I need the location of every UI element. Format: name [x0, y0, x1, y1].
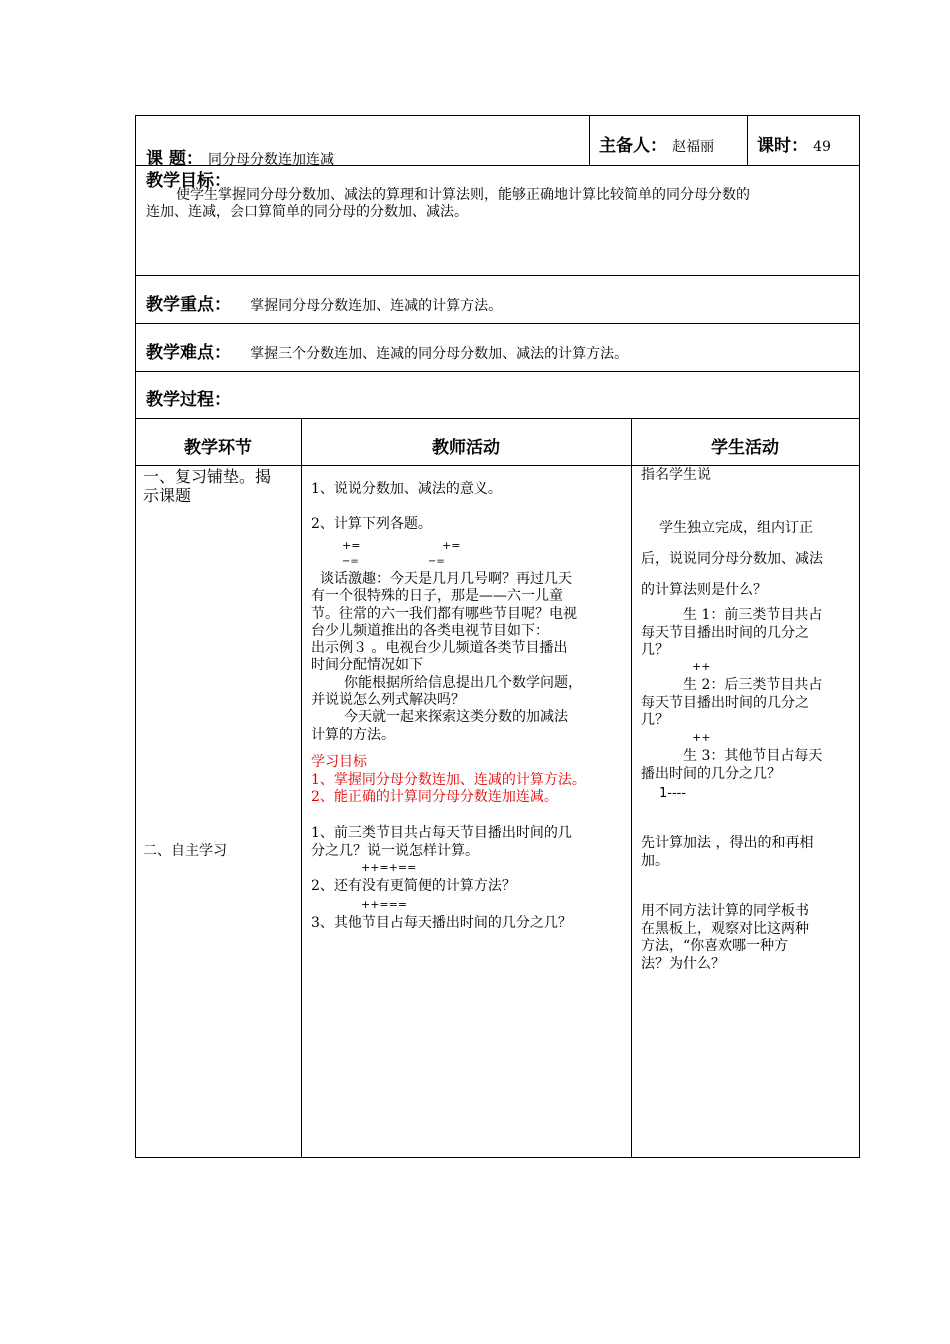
- student-b3-line1: 生 3：其他节目占每天: [683, 748, 823, 764]
- stage-2: 二、自主学习: [143, 843, 227, 859]
- student-d-line4: 法？为什么？: [641, 955, 725, 972]
- teacher-intro-line: 计算的方法。: [311, 726, 395, 743]
- student-b3: [641, 748, 822, 783]
- teacher-step1-math: ++=+==: [361, 861, 417, 874]
- teacher-intro-line: 时间分配情况如下: [311, 657, 423, 674]
- teacher-math-c: −=: [342, 556, 359, 567]
- teacher-math-b: +=: [442, 539, 461, 552]
- teacher-math-d: −=: [428, 556, 445, 567]
- student-b1-line1: 生 1：前三类节目共占: [683, 607, 823, 623]
- column-header-student: 学生活动: [711, 438, 779, 458]
- difficulties-label: 教学难点：: [146, 343, 231, 363]
- student-b1-math: ++: [692, 660, 711, 673]
- student-d-line1: 用不同方法计算的同学板书: [641, 903, 809, 919]
- objectives-label: 教学目标：: [146, 171, 231, 191]
- student-a1: 指名学生说: [641, 467, 711, 483]
- learning-goal-2: 2、能正确的计算同分母分数连加连减。: [311, 789, 558, 805]
- preparer-value: 赵福丽: [672, 139, 715, 155]
- student-b2: [641, 677, 822, 730]
- teacher-step1: [311, 825, 572, 860]
- column-header-stage: 教学环节: [184, 438, 252, 458]
- student-c-line2: 加。: [641, 852, 669, 869]
- teacher-math-a: +=: [342, 539, 361, 552]
- objectives-text-line2: 连加、连减，会口算简单的同分母的分数加、减法。: [146, 204, 468, 220]
- stage-1-line2: 示课题: [143, 486, 192, 505]
- student-d: [641, 903, 809, 973]
- teacher-intro-line: 谈话激趣：今天是几月几号啊？再过几天: [320, 571, 572, 587]
- student-c: [641, 835, 813, 870]
- teacher-step1-line1: 1、前三类节目共占每天节目播出时间的几: [311, 825, 572, 841]
- preparer-label: 主备人：: [599, 136, 667, 156]
- student-b2-line3: 几？: [641, 712, 669, 728]
- student-b3-math: 1----: [659, 786, 687, 801]
- teacher-intro-line: 台少儿频道推出的各类电视节目如下：: [311, 622, 549, 639]
- student-b3-line2: 播出时间的几分之几？: [641, 765, 781, 782]
- teacher-q2: 2、计算下列各题。: [311, 516, 432, 532]
- student-d-line2: 在黑板上，观察对比这两种: [641, 920, 809, 937]
- teacher-intro-line: 节。往常的六一我们都有哪些节目呢？电视: [311, 605, 577, 622]
- difficulties-text: 掌握三个分数连加、连减的同分母分数加、减法的计算方法。: [250, 346, 629, 362]
- teacher-step1-line2: 分之几？说一说怎样计算。: [311, 842, 479, 859]
- teacher-step2-math: ++===: [361, 898, 408, 911]
- topic-label: 课 题：: [146, 149, 203, 169]
- column-header-teacher: 教师活动: [432, 438, 500, 458]
- student-a2-line3: 的计算法则是什么？: [641, 582, 767, 598]
- teacher-intro-line: 出示例３ 。电视台少儿频道各类节目播出: [311, 640, 568, 657]
- teacher-step2: 2、还有没有更简便的计算方法？: [311, 878, 516, 894]
- teacher-intro-line: 并说说怎么列式解决吗？: [311, 692, 465, 709]
- student-b1-line3: 几？: [641, 642, 669, 658]
- preparer-field: [599, 131, 714, 156]
- student-b2-line2: 每天节目播出时间的几分之: [641, 694, 809, 711]
- student-c-line1: 先计算加法 ，得出的和再相: [641, 835, 814, 851]
- student-b1: [641, 607, 822, 660]
- stage-1-line1: 一、复习铺垫。揭: [143, 467, 272, 486]
- teacher-intro-line: 今天就一起来探索这类分数的加减法: [344, 709, 568, 726]
- key-points-row: [146, 290, 502, 315]
- student-d-line3: 方法，“你喜欢哪一种方: [641, 938, 789, 954]
- teacher-intro-line: 有一个很特殊的日子，那是——六一儿童: [311, 588, 563, 605]
- student-a2: [641, 513, 823, 606]
- topic-value: 同分母分数连加连减: [208, 152, 335, 168]
- teacher-intro-line: 你能根据所给信息提出几个数学问题，: [344, 674, 582, 691]
- difficulties-row: [146, 338, 628, 363]
- student-b1-line2: 每天节目播出时间的几分之: [641, 624, 809, 641]
- student-b2-line1: 生 2：后三类节目共占: [683, 677, 823, 693]
- learning-goals-title: 学习目标: [311, 754, 367, 770]
- period-label: 课时：: [757, 136, 808, 156]
- key-points-text: 掌握同分母分数连加、连减的计算方法。: [250, 298, 503, 314]
- teacher-step3: 3、其他节目占每天播出时间的几分之几？: [311, 915, 572, 931]
- learning-goals: [311, 754, 586, 807]
- student-a2-line2: 后，说说同分母分数加、减法: [641, 551, 823, 567]
- teacher-intro: [311, 571, 582, 744]
- stage-1: [143, 467, 271, 505]
- learning-goal-1: 1、掌握同分母分数连加、连减的计算方法。: [311, 771, 586, 788]
- period-value: 49: [813, 139, 831, 155]
- key-points-label: 教学重点：: [146, 295, 231, 315]
- process-label: 教学过程：: [146, 390, 231, 410]
- objectives-text-line1: 使学生掌握同分母分数加、减法的算理和计算法则，能够正确地计算比较简单的同分母分数的: [176, 187, 750, 203]
- student-b2-math: ++: [692, 731, 711, 744]
- teacher-q1: 1、说说分数加、减法的意义。: [311, 481, 502, 497]
- student-a2-line1: 学生独立完成，组内订正: [659, 520, 813, 536]
- period-field: [757, 131, 831, 156]
